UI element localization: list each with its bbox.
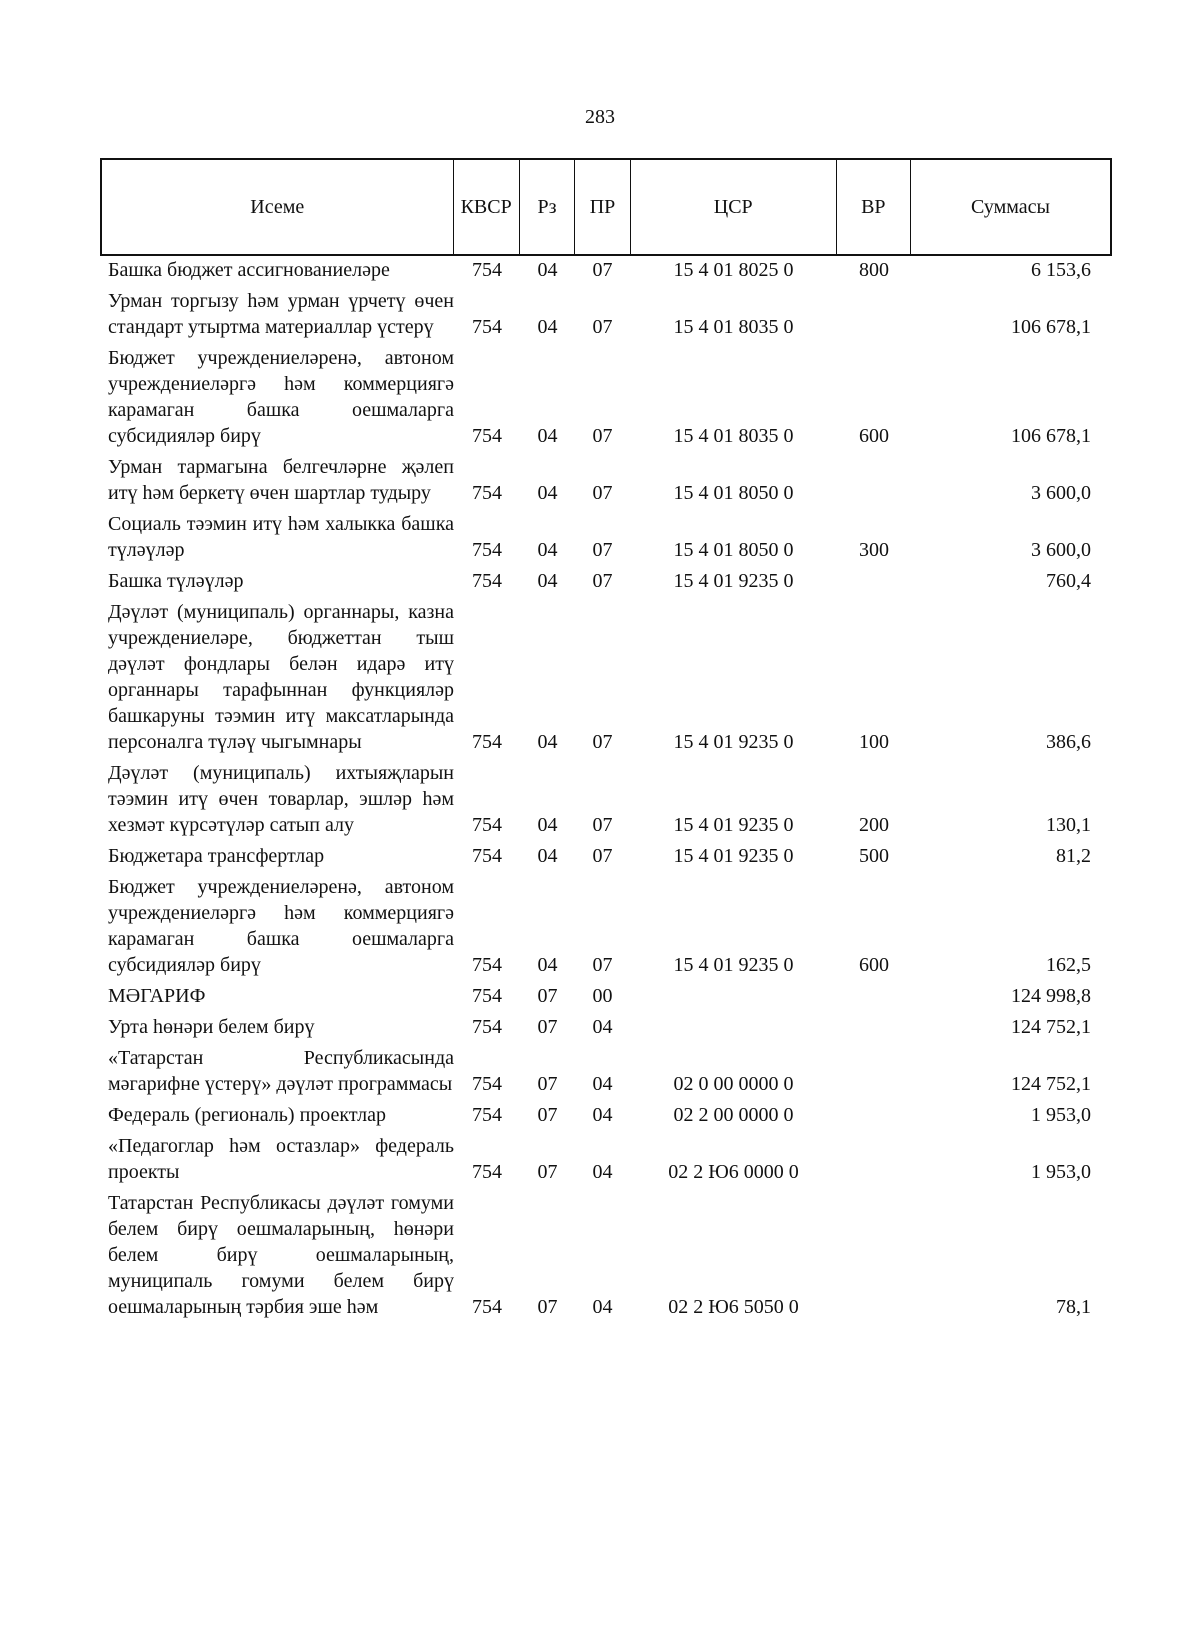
cell-rz: 04 xyxy=(537,482,558,504)
cell-rz: 07 xyxy=(537,1296,558,1318)
header-vr: ВР xyxy=(836,160,910,254)
table-row xyxy=(100,599,1112,755)
table-row xyxy=(100,1133,1112,1185)
cell-pr: 04 xyxy=(592,1073,613,1095)
cell-pr: 04 xyxy=(592,1104,613,1126)
cell-vr: 600 xyxy=(859,425,889,447)
cell-rz: 04 xyxy=(537,845,558,867)
table-body xyxy=(100,257,1112,1325)
cell-rz: 04 xyxy=(537,814,558,836)
cell-pr: 04 xyxy=(592,1016,613,1038)
cell-name: Бюджет учреждениеләренә, автоном учреждениеләргә һәм коммерциягә карамаган башка оешмаларга субсидияләр бирү xyxy=(108,876,454,976)
cell-sum: 106 678,1 xyxy=(1011,425,1091,447)
cell-sum: 3 600,0 xyxy=(1031,482,1091,504)
cell-sum: 162,5 xyxy=(1046,954,1091,976)
table-row xyxy=(100,843,1112,869)
cell-csr: 02 2 Ю6 5050 0 xyxy=(668,1296,799,1318)
table-row xyxy=(100,257,1112,283)
cell-name: Дәүләт (муниципаль) органнары, казна учреждениеләре, бюджеттан тыш дәүләт фондлары белән идарә итү органнары тарафыннан функцияләр башкаруны тәэмин итү максатларында персоналга түләү чыгымнары xyxy=(108,601,454,753)
cell-csr: 15 4 01 8035 0 xyxy=(673,425,794,447)
header-sum: Суммасы xyxy=(910,160,1110,254)
page-number: 283 xyxy=(585,106,615,128)
cell-sum: 124 752,1 xyxy=(1011,1073,1091,1095)
cell-sum: 130,1 xyxy=(1046,814,1091,836)
cell-csr: 15 4 01 8050 0 xyxy=(673,539,794,561)
cell-csr: 15 4 01 8035 0 xyxy=(673,316,794,338)
cell-csr: 15 4 01 9235 0 xyxy=(673,570,794,592)
cell-rz: 04 xyxy=(537,731,558,753)
table-row xyxy=(100,345,1112,449)
cell-kvsr: 754 xyxy=(472,954,502,976)
table-row xyxy=(100,1190,1112,1320)
table-row xyxy=(100,511,1112,563)
cell-csr: 02 2 Ю6 0000 0 xyxy=(668,1161,799,1183)
cell-pr: 07 xyxy=(592,845,613,867)
table-row xyxy=(100,874,1112,978)
cell-name: Социаль тәэмин итү һәм халыкка башка түләүләр xyxy=(108,513,454,561)
table-header xyxy=(100,158,1112,256)
table-row xyxy=(100,568,1112,594)
cell-name: Урман торгызу һәм урман үрчетү өчен стандарт утыртма материаллар үстерү xyxy=(108,290,454,338)
cell-kvsr: 754 xyxy=(472,570,502,592)
cell-pr: 07 xyxy=(592,731,613,753)
cell-pr: 07 xyxy=(592,425,613,447)
cell-csr: 15 4 01 9235 0 xyxy=(673,845,794,867)
cell-sum: 3 600,0 xyxy=(1031,539,1091,561)
cell-sum: 386,6 xyxy=(1046,731,1091,753)
cell-name: Дәүләт (муниципаль) ихтыяҗларын тәэмин итү өчен товарлар, эшләр һәм хезмәт күрсәтүләр сатып алу xyxy=(108,762,454,836)
cell-rz: 07 xyxy=(537,1161,558,1183)
cell-sum: 124 752,1 xyxy=(1011,1016,1091,1038)
cell-rz: 04 xyxy=(537,259,558,281)
table-row xyxy=(100,1102,1112,1128)
cell-rz: 07 xyxy=(537,985,558,1007)
cell-vr: 300 xyxy=(859,539,889,561)
cell-name: Бюджетара трансфертлар xyxy=(108,845,325,867)
table-row xyxy=(100,760,1112,838)
cell-kvsr: 754 xyxy=(472,316,502,338)
cell-sum: 1 953,0 xyxy=(1031,1104,1091,1126)
cell-kvsr: 754 xyxy=(472,731,502,753)
cell-name: Бюджет учреждениеләренә, автоном учреждениеләргә һәм коммерциягә карамаган башка оешмаларга субсидияләр бирү xyxy=(108,347,454,447)
table-row xyxy=(100,454,1112,506)
cell-pr: 07 xyxy=(592,539,613,561)
cell-name: Башка түләүләр xyxy=(108,570,244,592)
cell-kvsr: 754 xyxy=(472,1073,502,1095)
cell-kvsr: 754 xyxy=(472,1016,502,1038)
cell-rz: 04 xyxy=(537,316,558,338)
cell-pr: 04 xyxy=(592,1161,613,1183)
cell-pr: 07 xyxy=(592,570,613,592)
cell-kvsr: 754 xyxy=(472,985,502,1007)
cell-vr: 500 xyxy=(859,845,889,867)
cell-pr: 07 xyxy=(592,954,613,976)
cell-rz: 07 xyxy=(537,1016,558,1038)
cell-kvsr: 754 xyxy=(472,814,502,836)
cell-sum: 124 998,8 xyxy=(1011,985,1091,1007)
cell-pr: 04 xyxy=(592,1296,613,1318)
header-pr: ПР xyxy=(574,160,629,254)
cell-csr: 15 4 01 8025 0 xyxy=(673,259,794,281)
cell-sum: 106 678,1 xyxy=(1011,316,1091,338)
header-kvsr: КВСР xyxy=(453,160,519,254)
cell-csr: 15 4 01 9235 0 xyxy=(673,954,794,976)
cell-kvsr: 754 xyxy=(472,482,502,504)
cell-pr: 07 xyxy=(592,814,613,836)
cell-name: МӘГАРИФ xyxy=(108,985,206,1007)
cell-name: Урман тармагына белгечләрне җәлеп итү һәм беркетү өчен шартлар тудыру xyxy=(108,456,454,504)
cell-pr: 07 xyxy=(592,316,613,338)
cell-name: Башка бюджет ассигнованиеләре xyxy=(108,259,390,281)
cell-sum: 78,1 xyxy=(1056,1296,1091,1318)
cell-vr: 800 xyxy=(859,259,889,281)
cell-sum: 1 953,0 xyxy=(1031,1161,1091,1183)
cell-vr: 600 xyxy=(859,954,889,976)
cell-kvsr: 754 xyxy=(472,425,502,447)
cell-kvsr: 754 xyxy=(472,1104,502,1126)
cell-rz: 04 xyxy=(537,539,558,561)
cell-kvsr: 754 xyxy=(472,539,502,561)
cell-pr: 00 xyxy=(592,985,613,1007)
table-row xyxy=(100,1014,1112,1040)
cell-csr: 15 4 01 8050 0 xyxy=(673,482,794,504)
cell-sum: 760,4 xyxy=(1046,570,1091,592)
cell-name: «Педагоглар һәм остазлар» федераль проекты xyxy=(108,1135,454,1183)
cell-vr: 200 xyxy=(859,814,889,836)
cell-name: Урта һөнәри белем бирү xyxy=(108,1016,315,1038)
cell-rz: 04 xyxy=(537,570,558,592)
cell-sum: 81,2 xyxy=(1056,845,1091,867)
cell-vr: 100 xyxy=(859,731,889,753)
cell-rz: 04 xyxy=(537,954,558,976)
cell-kvsr: 754 xyxy=(472,1161,502,1183)
table-row xyxy=(100,983,1112,1009)
table-row xyxy=(100,288,1112,340)
cell-rz: 07 xyxy=(537,1104,558,1126)
cell-rz: 04 xyxy=(537,425,558,447)
cell-csr: 15 4 01 9235 0 xyxy=(673,731,794,753)
cell-kvsr: 754 xyxy=(472,259,502,281)
cell-csr: 15 4 01 9235 0 xyxy=(673,814,794,836)
cell-name: «Татарстан Республикасында мәгарифне үстерү» дәүләт программасы xyxy=(108,1047,454,1095)
cell-csr: 02 2 00 0000 0 xyxy=(673,1104,794,1126)
cell-pr: 07 xyxy=(592,259,613,281)
cell-name: Татарстан Республикасы дәүләт гомуми белем бирү оешмаларының, һөнәри белем бирү оешмаларының, муниципаль гомуми белем бирү оешмаларының тәрбия эше һәм xyxy=(108,1192,454,1318)
cell-rz: 07 xyxy=(537,1073,558,1095)
cell-kvsr: 754 xyxy=(472,845,502,867)
cell-pr: 07 xyxy=(592,482,613,504)
table-row xyxy=(100,1045,1112,1097)
cell-sum: 6 153,6 xyxy=(1031,259,1091,281)
cell-csr: 02 0 00 0000 0 xyxy=(673,1073,794,1095)
cell-kvsr: 754 xyxy=(472,1296,502,1318)
header-name: Исеме xyxy=(250,195,305,218)
cell-name: Федераль (региональ) проектлар xyxy=(108,1104,386,1126)
header-rz: Рз xyxy=(519,160,574,254)
header-csr: ЦСР xyxy=(630,160,836,254)
